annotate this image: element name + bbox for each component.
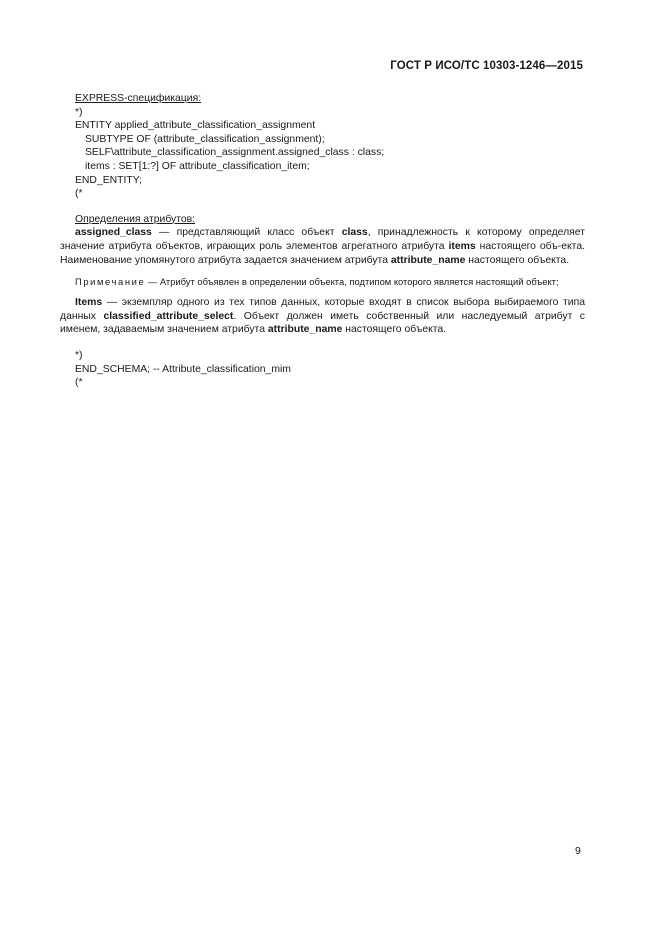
self-line: SELF\attribute_classification_assignment.assigned_class : class; [85, 147, 385, 159]
assigned-class-term: assigned_class [75, 227, 152, 239]
page-number: 9 [575, 845, 581, 857]
express-close-comment: (* [75, 188, 83, 200]
assigned-class-definition [60, 226, 585, 267]
end-schema-line: END_SCHEMA; -- Attribute_classification_mim [75, 363, 291, 375]
note-label: Примечание [75, 276, 146, 288]
schema-open-comment: *) [75, 349, 83, 361]
items-term: Items [75, 297, 103, 309]
items-line: items : SET[1:?] OF attribute_classification_item; [85, 160, 310, 172]
class-term: class [341, 227, 368, 239]
definition-text: настоящего объекта. [342, 324, 447, 336]
note-text: — Атрибут объявлен в определении объекта, подтипом которого является настоящий объект; [145, 276, 559, 288]
entity-line: ENTITY applied_attribute_classification_assignment [75, 120, 316, 132]
attribute-name-term: attribute_name [267, 324, 343, 336]
express-open-comment: *) [75, 106, 83, 118]
definition-text: , принадлежность к которому определяет значение атрибута объектов, играющих роль элементов агрегатного атрибута [60, 227, 585, 252]
definition-text: . Объект должен иметь собственный или наследуемый атрибут с именем, задаваемым значением атрибута [60, 310, 585, 336]
definition-text: настоящего объекта. [465, 254, 570, 266]
items-term: items [448, 240, 476, 252]
subtype-line: SUBTYPE OF (attribute_classification_assignment); [85, 133, 325, 145]
definition-text: — представляющий класс объект [151, 227, 342, 239]
express-title: EXPRESS-спецификация: [75, 93, 202, 104]
definition-text: настоящего объ-екта. Наименование упомянутого атрибута задается значением атрибута [60, 240, 585, 266]
note-paragraph [60, 275, 585, 288]
end-entity-line: END_ENTITY; [75, 174, 142, 186]
classified-attribute-select-term: classified_attribute_select [103, 310, 234, 322]
schema-close-comment: (* [75, 377, 83, 389]
definition-text: — экземпляр одного из тех типов данных, которые входят в список выбора выбираемого типа данных [60, 297, 585, 322]
page-header: ГОСТ Р ИСО/ТС 10303-1246—2015 [390, 60, 583, 72]
attribute-name-term: attribute_name [390, 254, 466, 266]
page-content [60, 92, 585, 390]
items-definition [60, 296, 585, 337]
definitions-title: Определения атрибутов: [75, 213, 196, 225]
